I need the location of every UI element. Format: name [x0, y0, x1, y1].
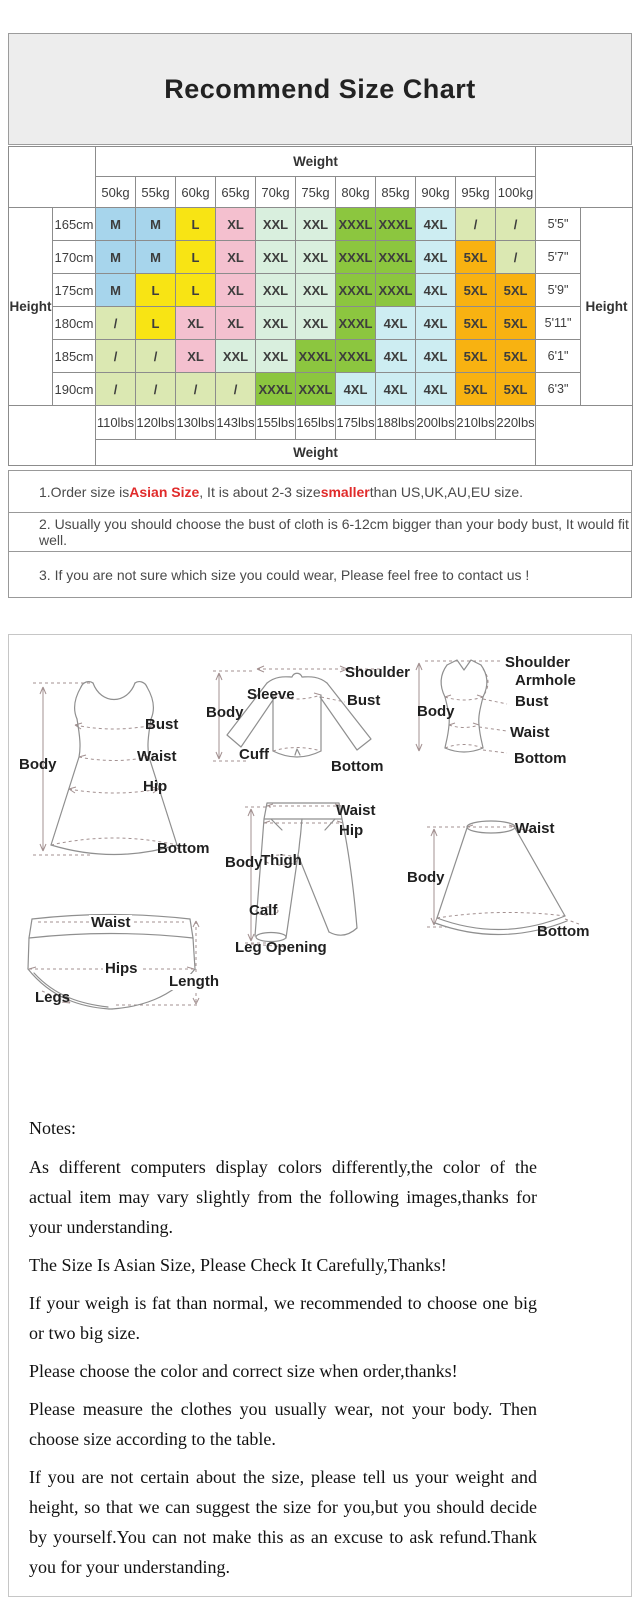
size-cell: XXL: [256, 274, 296, 307]
size-cell: XXL: [256, 307, 296, 340]
lbs-cell: 110lbs: [96, 406, 136, 440]
size-cell: /: [176, 373, 216, 406]
size-cell: /: [136, 373, 176, 406]
size-cell: XXL: [256, 208, 296, 241]
lbs-cell: 188lbs: [376, 406, 416, 440]
skirt-waist-label: Waist: [515, 820, 555, 837]
size-cell: /: [136, 340, 176, 373]
height-cm-cell: 170cm: [53, 241, 96, 274]
measurement-diagrams-panel: [8, 634, 632, 1597]
skirt-bottom-label: Bottom: [537, 923, 590, 940]
table-row: [9, 373, 633, 406]
shirt-bottom-label: Bottom: [331, 758, 384, 775]
size-cell: XXXL: [336, 307, 376, 340]
size-cell: /: [496, 208, 536, 241]
size-cell: M: [96, 274, 136, 307]
dress-hip-label: Hip: [143, 778, 168, 795]
size-cell: 5XL: [496, 307, 536, 340]
size-cell: 5XL: [456, 307, 496, 340]
kg-cell: 50kg: [96, 177, 136, 208]
table-row: [9, 147, 633, 177]
order-note-highlight: Asian Size: [129, 483, 200, 500]
kg-cell: 55kg: [136, 177, 176, 208]
shirt-shoulder-label: Shoulder: [345, 664, 411, 681]
size-cell: XXL: [216, 340, 256, 373]
pants-leg-opening-label: Leg Opening: [235, 939, 327, 956]
size-cell: XXXL: [376, 208, 416, 241]
vest-shoulder-label: Shoulder: [505, 654, 571, 671]
lbs-cell: 155lbs: [256, 406, 296, 440]
briefs-hips-label: Hips: [105, 960, 138, 977]
table-row: [9, 241, 633, 274]
table-row: [9, 274, 633, 307]
shirt-bust-label: Bust: [347, 692, 381, 709]
lbs-cell: 143lbs: [216, 406, 256, 440]
order-notes: [8, 470, 632, 598]
notes-heading: Notes:: [29, 1118, 76, 1138]
dress-waist-label: Waist: [137, 748, 177, 765]
order-note-highlight: smaller: [320, 483, 370, 500]
size-cell: XXL: [296, 208, 336, 241]
size-cell: /: [216, 373, 256, 406]
pants-thigh-label: Thigh: [261, 852, 302, 869]
briefs-length-label: Length: [169, 973, 219, 990]
corner-cell: [9, 406, 96, 466]
pants-calf-label: Calf: [249, 902, 278, 919]
table-row: [9, 307, 633, 340]
note-paragraph: Please choose the color and correct size when order,thanks!: [29, 1361, 458, 1381]
size-cell: XXXL: [336, 208, 376, 241]
size-cell: M: [136, 241, 176, 274]
kg-cell: 100kg: [496, 177, 536, 208]
kg-cell: 60kg: [176, 177, 216, 208]
size-cell: XXXL: [336, 241, 376, 274]
briefs-legs-label: Legs: [35, 989, 71, 1006]
height-header-left: Height: [9, 208, 53, 406]
size-cell: L: [176, 241, 216, 274]
size-cell: XXL: [296, 241, 336, 274]
size-table: [8, 146, 633, 466]
size-cell: 5XL: [496, 373, 536, 406]
lbs-cell: 200lbs: [416, 406, 456, 440]
size-cell: XL: [216, 307, 256, 340]
lbs-cell: 220lbs: [496, 406, 536, 440]
size-cell: XL: [216, 241, 256, 274]
size-cell: 4XL: [336, 373, 376, 406]
corner-cell: [9, 147, 96, 208]
height-cm-cell: 185cm: [53, 340, 96, 373]
order-note-row: [8, 512, 632, 552]
size-cell: XXXL: [336, 274, 376, 307]
size-cell: 4XL: [416, 208, 456, 241]
height-cm-cell: 175cm: [53, 274, 96, 307]
order-note-row: [8, 551, 632, 598]
skirt-body-label: Body: [407, 869, 445, 886]
order-note-text: , It is about 2-3 size: [199, 483, 321, 500]
size-cell: XL: [216, 274, 256, 307]
table-row: [9, 340, 633, 373]
size-cell: /: [96, 373, 136, 406]
height-cm-cell: 190cm: [53, 373, 96, 406]
size-cell: XXXL: [336, 340, 376, 373]
size-cell: 4XL: [416, 340, 456, 373]
size-cell: M: [96, 208, 136, 241]
briefs-waist-label: Waist: [91, 914, 131, 931]
pants-diagram: [241, 797, 364, 952]
height-ft-cell: 6'1": [536, 340, 581, 373]
vest-bust-label: Bust: [515, 693, 549, 710]
size-cell: L: [136, 274, 176, 307]
corner-cell: [536, 406, 633, 466]
size-cell: XXXL: [376, 274, 416, 307]
size-cell: XXL: [296, 274, 336, 307]
lbs-cell: 165lbs: [296, 406, 336, 440]
lbs-cell: 130lbs: [176, 406, 216, 440]
height-header-right: Height: [581, 208, 633, 406]
lbs-cell: 120lbs: [136, 406, 176, 440]
size-cell: 4XL: [376, 307, 416, 340]
size-cell: 5XL: [456, 241, 496, 274]
kg-cell: 95kg: [456, 177, 496, 208]
kg-cell: 85kg: [376, 177, 416, 208]
note-paragraph: If your weigh is fat than normal, we recommended to choose one big or two big size.: [29, 1293, 537, 1343]
size-cell: /: [496, 241, 536, 274]
kg-cell: 65kg: [216, 177, 256, 208]
kg-cell: 70kg: [256, 177, 296, 208]
notes-paragraphs: [29, 1152, 537, 1582]
kg-cell: 90kg: [416, 177, 456, 208]
size-cell: 4XL: [416, 373, 456, 406]
height-ft-cell: 5'11": [536, 307, 581, 340]
lbs-cell: 210lbs: [456, 406, 496, 440]
pants-waist-label: Waist: [336, 802, 376, 819]
size-cell: XXL: [256, 340, 296, 373]
size-cell: L: [176, 208, 216, 241]
notes-section: [29, 1113, 537, 1590]
size-cell: /: [456, 208, 496, 241]
pants-body-label: Body: [225, 854, 263, 871]
size-cell: 4XL: [416, 307, 456, 340]
size-cell: 5XL: [496, 340, 536, 373]
size-cell: XXXL: [296, 340, 336, 373]
note-paragraph: The Size Is Asian Size, Please Check It Carefully,Thanks!: [29, 1255, 447, 1275]
shirt-body-label: Body: [206, 704, 244, 721]
size-cell: 4XL: [376, 373, 416, 406]
note-paragraph: As different computers display colors differently,the color of the actual item may vary slightly from the following images,thanks for your understanding.: [29, 1157, 537, 1237]
vest-body-label: Body: [417, 703, 455, 720]
dress-bottom-label: Bottom: [157, 840, 210, 857]
height-ft-cell: 5'9": [536, 274, 581, 307]
size-cell: XXXL: [376, 241, 416, 274]
height-ft-cell: 6'3": [536, 373, 581, 406]
size-cell: /: [96, 340, 136, 373]
size-cell: XL: [216, 208, 256, 241]
table-row: [9, 406, 633, 440]
pants-hip-label: Hip: [339, 822, 364, 839]
size-cell: XL: [176, 340, 216, 373]
vest-armhole-label: Armhole: [515, 672, 576, 689]
height-cm-cell: 180cm: [53, 307, 96, 340]
weight-header: Weight: [96, 147, 536, 177]
size-cell: L: [176, 274, 216, 307]
weight-footer: Weight: [96, 440, 536, 466]
vest-waist-label: Waist: [510, 724, 550, 741]
size-cell: XXXL: [256, 373, 296, 406]
size-cell: 4XL: [416, 241, 456, 274]
shirt-cuff-label: Cuff: [239, 746, 269, 763]
size-cell: 5XL: [456, 373, 496, 406]
size-cell: XL: [176, 307, 216, 340]
order-note-text: 1.Order size is: [39, 483, 130, 500]
size-cell: 5XL: [496, 274, 536, 307]
kg-cell: 80kg: [336, 177, 376, 208]
size-cell: /: [96, 307, 136, 340]
height-ft-cell: 5'7": [536, 241, 581, 274]
order-note-text: 2. Usually you should choose the bust of cloth is 6-12cm bigger than your body bust, It would fit well.: [39, 516, 629, 548]
dress-body-label: Body: [19, 756, 57, 773]
size-cell: XXL: [296, 307, 336, 340]
lbs-cell: 175lbs: [336, 406, 376, 440]
size-cell: M: [96, 241, 136, 274]
size-cell: 4XL: [376, 340, 416, 373]
note-paragraph: Please measure the clothes you usually wear, not your body. Then choose size according to the table.: [29, 1399, 537, 1449]
dress-bust-label: Bust: [145, 716, 179, 733]
order-note-text: than US,UK,AU,EU size.: [369, 483, 524, 500]
height-ft-cell: 5'5": [536, 208, 581, 241]
vest-bottom-label: Bottom: [514, 750, 567, 767]
shirt-sleeve-label: Sleeve: [247, 686, 295, 703]
size-cell: 5XL: [456, 274, 496, 307]
size-cell: 4XL: [416, 274, 456, 307]
dress-diagram: [29, 679, 209, 867]
note-paragraph: If you are not certain about the size, please tell us your weight and height, so that we can suggest the size for you,but you should decide by yourself.You can not make this as an excuse to ask refund.Thank you for your understanding.: [29, 1467, 537, 1577]
size-cell: XXXL: [296, 373, 336, 406]
order-note-row: [8, 470, 632, 513]
page-title: Recommend Size Chart: [164, 73, 476, 104]
order-note-text: 3. If you are not sure which size you could wear, Please feel free to contact us !: [39, 566, 530, 583]
corner-cell: [536, 147, 633, 208]
size-cell: L: [136, 307, 176, 340]
height-cm-cell: 165cm: [53, 208, 96, 241]
table-row: [9, 208, 633, 241]
title-box: [8, 33, 632, 145]
size-cell: M: [136, 208, 176, 241]
size-cell: 5XL: [456, 340, 496, 373]
kg-cell: 75kg: [296, 177, 336, 208]
size-cell: XXL: [256, 241, 296, 274]
